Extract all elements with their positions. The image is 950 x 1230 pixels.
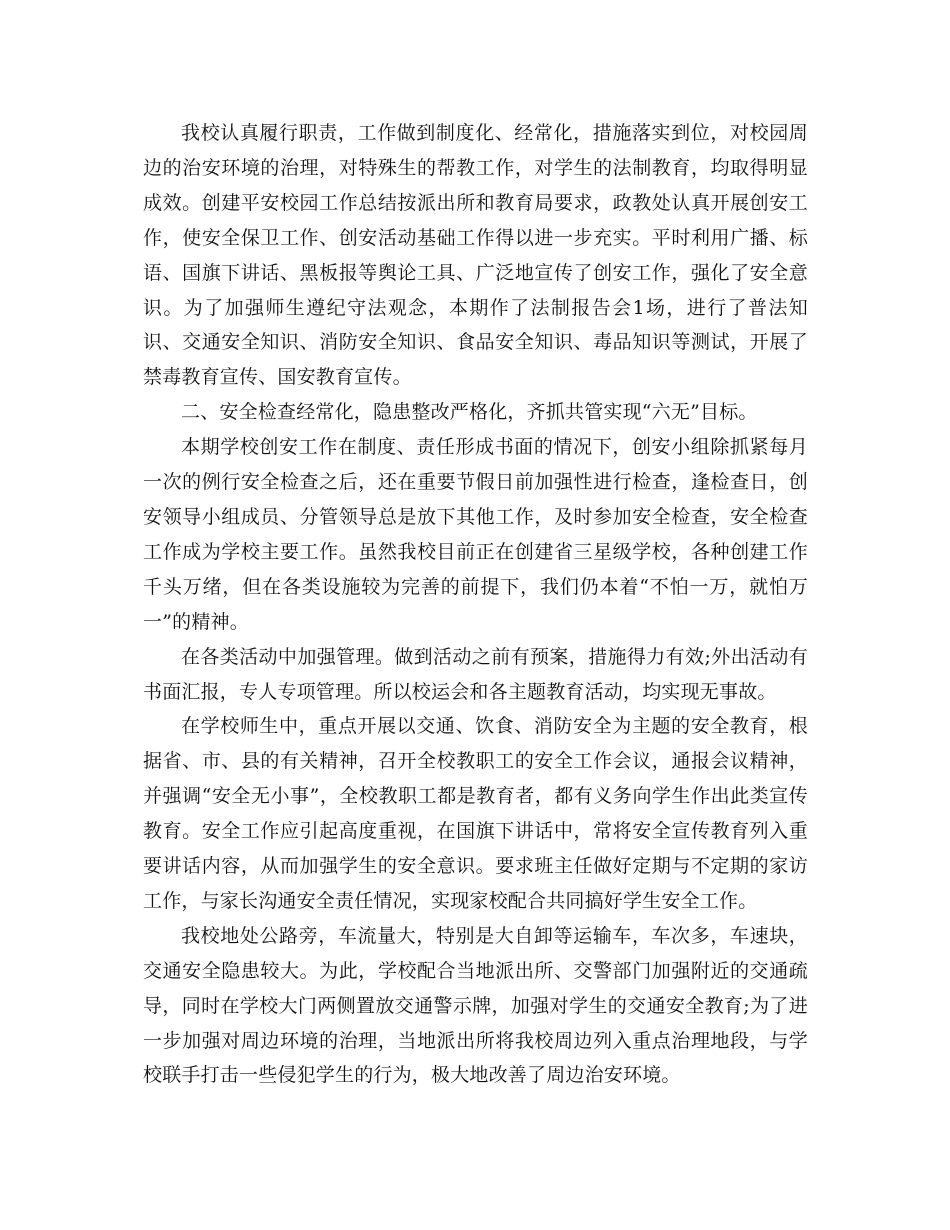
section-heading-safety-inspection: 二、安全检查经常化，隐患整改严格化，齐抓共管实现“六无”目标。 (181, 401, 758, 424)
paragraph-activity-management: 在各类活动中加强管理。做到活动之前有预案，措施得力有效;外出活动有书面汇报，专人专项管理。所以校运会和各主题教育活动，均实现无事故。 (143, 645, 808, 703)
paragraph-regular-inspections: 本期学校创安工作在制度、责任形成书面的情况下，创安小组除抓紧每月一次的例行安全检查之后，还在重要节假日前加强性进行检查，逢检查日，创安领导小组成员、分管领导总是放下其他工作，及时参加安全检查，安全检查工作成为学校主要工作。虽然我校目前正在创建省三星级学校，各种创建工作千头万绪，但在各类设施较为完善的前提下，我们仍本着“不怕一万，就怕万一”的精神。 (143, 436, 808, 633)
paragraph-safety-education: 在学校师生中，重点开展以交通、饮食、消防安全为主题的安全教育，根据省、市、县的有关精神，召开全校教职工的安全工作会议，通报会议精神，并强调“安全无小事”，全校教职工都是教育者，都有义务向学生作出此类宣传教育。安全工作应引起高度重视，在国旗下讲话中，常将安全宣传教育列入重要讲话内容，从而加强学生的安全意识。要求班主任做好定期与不定期的家访工作，与家长沟通安全责任情况，实现家校配合共同搞好学生安全工作。 (143, 715, 808, 912)
paragraph-traffic-safety: 我校地处公路旁，车流量大，特别是大自卸等运输车，车次多，车速块，交通安全隐患较大。为此，学校配合当地派出所、交警部门加强附近的交通疏导，同时在学校大门两侧置放交通警示牌，加强对学生的交通安全教育;为了进一步加强对周边环境的治理，当地派出所将我校周边列入重点治理地段，与学校联手打击一些侵犯学生的行为，极大地改善了周边治安环境。 (143, 924, 808, 1087)
paragraph-campus-safety-overview: 我校认真履行职责，工作做到制度化、经常化，措施落实到位，对校园周边的治安环境的治理，对特殊生的帮教工作，对学生的法制教育，均取得明显成效。创建平安校园工作总结按派出所和教育局要求，政教处认真开展创安工作，使安全保卫工作、创安活动基础工作得以进一步充实。平时利用广播、标语、国旗下讲话、黑板报等舆论工具、广泛地宣传了创安工作，强化了安全意识。为了加强师生遵纪守法观念，本期作了法制报告会1场，进行了普法知识、交通安全知识、消防安全知识、食品安全知识、毒品知识等测试，开展了禁毒教育宣传、国安教育宣传。 (143, 122, 808, 389)
document-body (143, 116, 808, 1093)
